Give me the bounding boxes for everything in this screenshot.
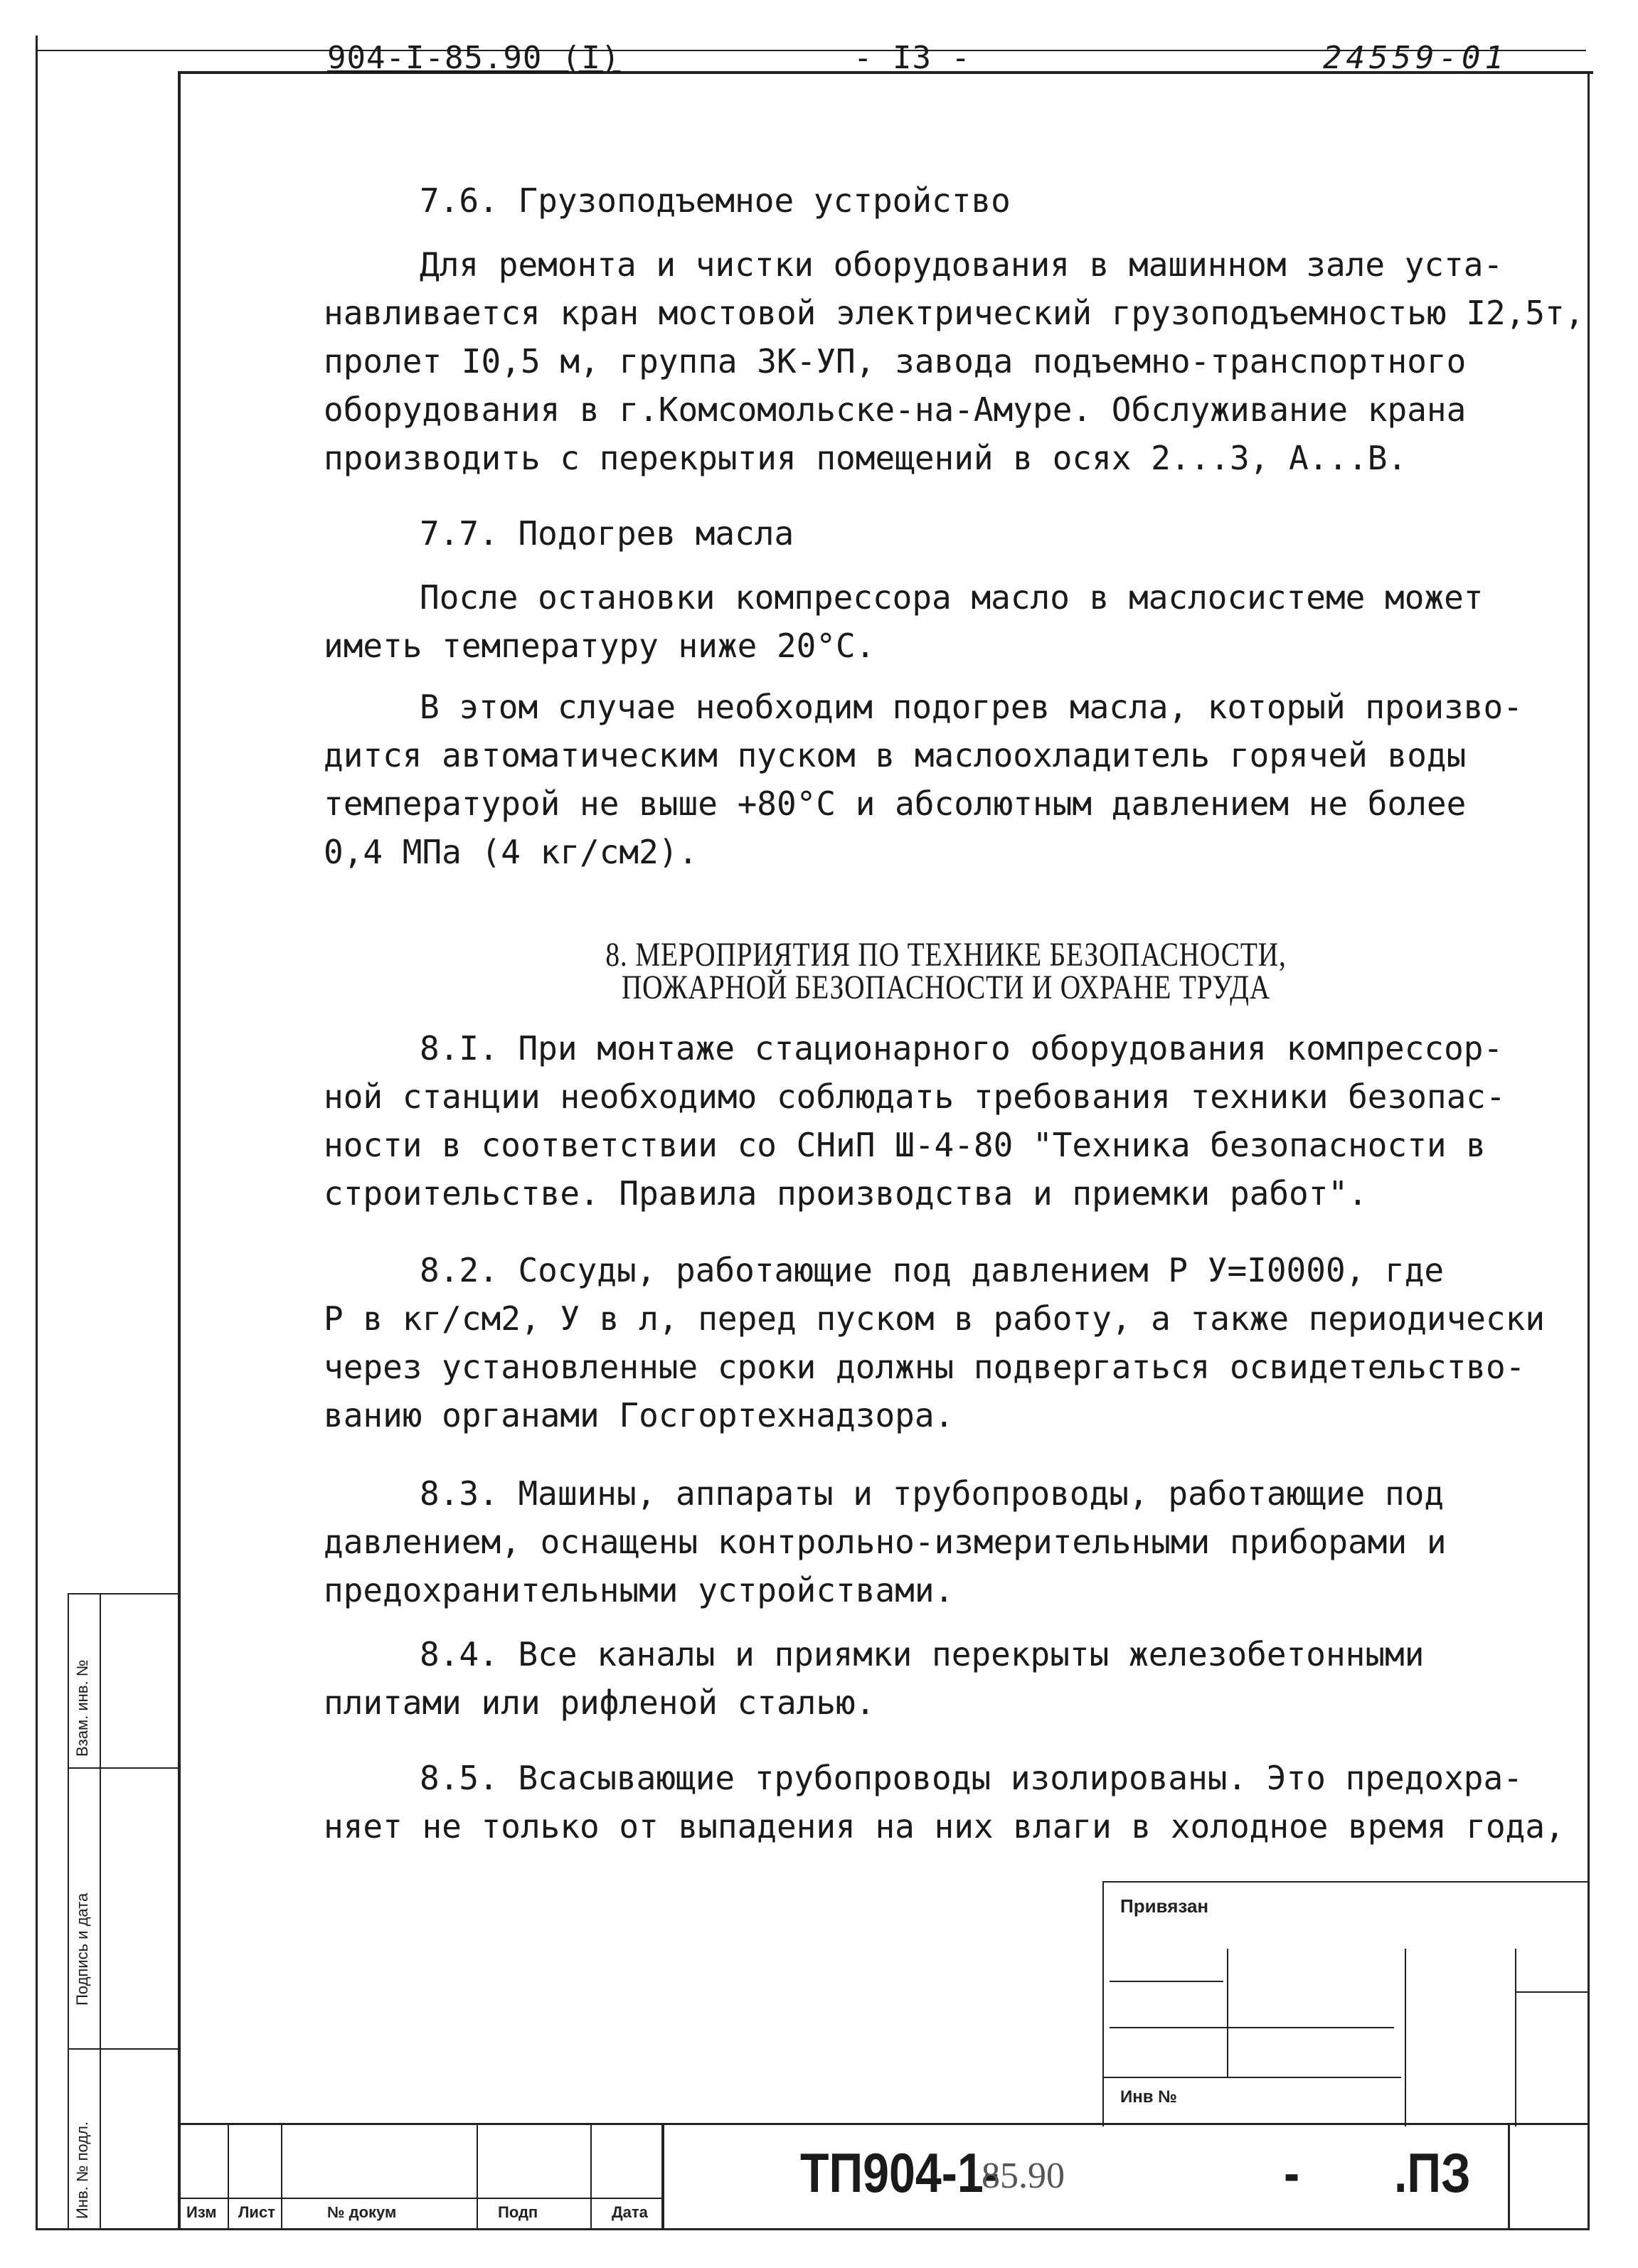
privyazan-col-3 — [1515, 1949, 1516, 2126]
side-divider-1 — [68, 1593, 178, 1594]
paragraph-8-1: 8.I. При монтаже стационарного оборудования компрессор- ной станции необходимо соблюдать требования техники безопас- ности в соответствии со СНиП Ш-4-80 "Техника безопасности в строительстве. Правила производства и приемки работ". — [324, 1029, 1506, 1213]
privyazan-row-right — [1515, 1991, 1590, 1993]
frame-bottom — [36, 2228, 1590, 2230]
title-block-label-row — [178, 2198, 661, 2199]
paragraph-8-2: 8.2. Сосуды, работающие под давлением Р У=I0000, где Р в кг/см2, У в л, перед пуском в работу, а также периодически через установленные сроки должны подвергаться освидетельство- ванию органами Госгортехнадзора. — [324, 1251, 1546, 1434]
label-podp: Подп — [498, 2203, 538, 2221]
paragraph-7-7-a: После остановки компрессора масло в маслосистеме может иметь температуру ниже 20°С. — [324, 578, 1484, 665]
paragraph-8-5: 8.5. Всасывающие трубопроводы изолированы. Это предохра- няет не только от выпадения на них влаги в холодное время года, — [324, 1759, 1565, 1846]
label-doc: № докум — [327, 2203, 397, 2221]
side-divider-3 — [68, 2048, 178, 2050]
header-page-number: - I3 - — [853, 40, 971, 76]
side-label-inv-podl: Инв. № подл. — [73, 2121, 91, 2219]
privyazan-label: Привязан — [1120, 1895, 1209, 1917]
heading-7-7: 7.7. Подогрев масла — [420, 514, 794, 553]
sheet-dash: - — [1284, 2141, 1300, 2204]
title-block-col-list — [281, 2123, 282, 2230]
privyazan-row-1 — [1110, 1981, 1223, 1982]
title-block-col-doc — [477, 2123, 478, 2230]
heading-7-6: 7.6. Грузоподъемное устройство — [420, 181, 1011, 220]
header-doc-number: 24559-01 — [1323, 40, 1508, 76]
title-block-col-podp — [590, 2123, 592, 2230]
section-8-title-line2: ПОЖАРНОЙ БЕЗОПАСНОСТИ И ОХРАНЕ ТРУДА — [621, 969, 1271, 1006]
title-block-col-main — [661, 2123, 664, 2230]
frame-left-outer — [36, 36, 38, 2230]
title-block-col-sheet — [1508, 2123, 1510, 2230]
frame-left-inner — [178, 71, 181, 2230]
paragraph-8-4: 8.4. Все каналы и приямки перекрыты железобетонными плитами или рифленой сталью. — [324, 1635, 1425, 1722]
privyazan-box-left — [1102, 1881, 1104, 2126]
privyazan-box-top — [1102, 1881, 1590, 1883]
label-izm: Изм — [186, 2203, 217, 2221]
label-list: Лист — [238, 2203, 275, 2221]
privyazan-row-2 — [1110, 2027, 1394, 2028]
paragraph-7-6: Для ремонта и чистки оборудования в машинном зале уста- навливается кран мостовой электрический грузоподъемностью I2,5т, пролет I0,5 м, группа ЗК-УП, завода подъемно-транспортного оборудования в г.Комсомольске-на-Амуре. Обслуживание крана производить с перекрытия помещений в осях 2...3, А...В. — [324, 245, 1585, 477]
section-8-title-line1: 8. МЕРОПРИЯТИЯ ПО ТЕХНИКЕ БЕЗОПАСНОСТИ, — [605, 936, 1287, 974]
paragraph-8-3: 8.3. Машины, аппараты и трубопроводы, работающие под давлением, оснащены контрольно-измерительными приборами и предохранительными устройствами. — [324, 1474, 1447, 1609]
project-code: ТП904-1- — [800, 2141, 999, 2204]
frame-right — [1588, 71, 1590, 2230]
sheet-code: .ПЗ — [1394, 2141, 1471, 2204]
privyazan-col-1 — [1227, 1949, 1228, 2077]
inv-label: Инв № — [1120, 2087, 1177, 2107]
side-left-border — [68, 1593, 69, 2230]
side-label-podpis: Подпись и дата — [73, 1892, 91, 2006]
side-divider-2 — [68, 1767, 178, 1769]
side-column-right-line — [100, 1593, 101, 2230]
side-label-vzam: Взам. инв. № — [73, 1659, 91, 1757]
privyazan-col-2 — [1405, 1949, 1406, 2126]
privyazan-row-3 — [1102, 2077, 1401, 2078]
label-data: Дата — [612, 2203, 648, 2221]
project-code-suffix: 85.90 — [982, 2156, 1065, 2196]
title-block-top — [178, 2123, 1590, 2125]
title-block-col-izm — [228, 2123, 229, 2230]
paragraph-7-7-b: В этом случае необходим подогрев масла, который произво- дится автоматическим пуском в маслоохладитель горячей воды температурой не выше +80°С и абсолютным давлением не более 0,4 МПа (4 кг/см2). — [324, 688, 1523, 871]
header-left: 904-I-85.90 (I) — [327, 40, 621, 76]
